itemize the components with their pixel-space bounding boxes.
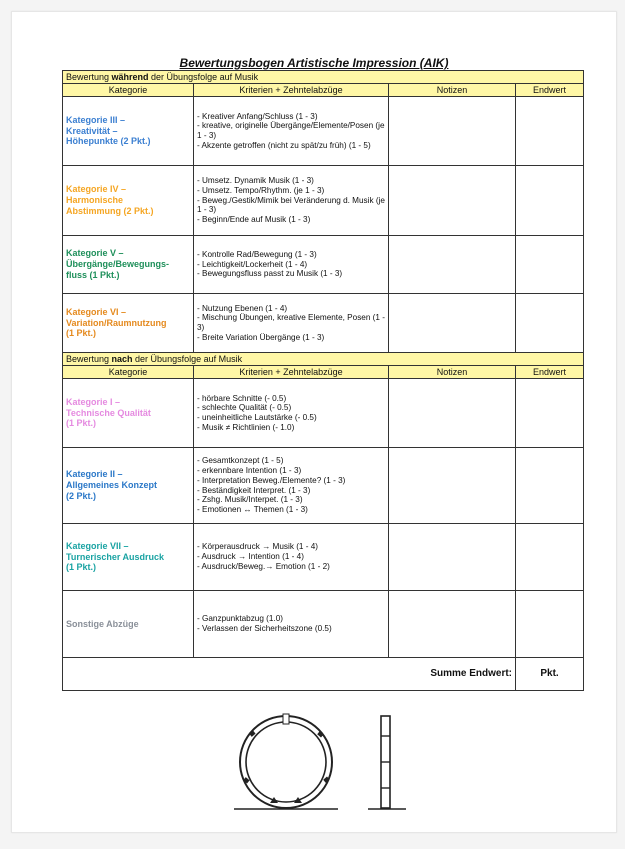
endwert-cell[interactable] xyxy=(516,524,584,591)
notes-cell[interactable] xyxy=(389,524,516,591)
column-header-kriterien: Kriterien + Zehntelabzüge xyxy=(194,84,389,97)
notes-cell[interactable] xyxy=(389,236,516,294)
summary-label: Summe Endwert: xyxy=(389,658,516,691)
criteria-cell: - Körperausdruck → Musik (1 - 4) - Ausdruck → Intention (1 - 4) - Ausdruck/Beweg.→ Emotion (1 - 2) xyxy=(194,524,389,591)
column-header-endwert: Endwert xyxy=(516,366,584,379)
column-header-row xyxy=(63,366,584,379)
section-after-prefix: Bewertung xyxy=(66,353,112,364)
notes-cell[interactable] xyxy=(389,591,516,658)
wheel-side-view-icon xyxy=(368,716,406,809)
criteria-cell: - Ganzpunktabzug (1.0) - Verlassen der Sicherheitszone (0.5) xyxy=(194,591,389,658)
criteria-cell: - Kontrolle Rad/Bewegung (1 - 3) - Leichtigkeit/Lockerheit (1 - 4) - Bewegungsfluss passt zu Musik (1 - 3) xyxy=(194,236,389,294)
endwert-cell[interactable] xyxy=(516,236,584,294)
evaluation-table xyxy=(62,70,584,691)
endwert-cell[interactable] xyxy=(516,166,584,236)
category-cell: Sonstige Abzüge xyxy=(63,591,194,658)
wheel-front-view-icon xyxy=(234,714,338,809)
column-header-endwert: Endwert xyxy=(516,84,584,97)
column-header-kategorie: Kategorie xyxy=(63,84,194,97)
column-header-notizen: Notizen xyxy=(389,366,516,379)
category-cell: Kategorie VII – Turnerischer Ausdruck (1 Pkt.) xyxy=(63,524,194,591)
category-cell: Kategorie V – Übergänge/Bewegungs- fluss (1 Pkt.) xyxy=(63,236,194,294)
column-header-kategorie: Kategorie xyxy=(63,366,194,379)
row-kategorie-iii xyxy=(63,97,584,166)
endwert-cell[interactable] xyxy=(516,448,584,524)
notes-cell[interactable] xyxy=(389,166,516,236)
criteria-cell: - hörbare Schnitte (- 0.5) - schlechte Qualität (- 0.5) - uneinheitliche Lautstärke (- 0.5) - Musik ≠ Richtlinien (- 1.0) xyxy=(194,379,389,448)
section-during-bold: während xyxy=(111,71,149,82)
category-cell: Kategorie II – Allgemeines Konzept (2 Pkt.) xyxy=(63,448,194,524)
section-after-bold: nach xyxy=(111,353,133,364)
row-kategorie-vii xyxy=(63,524,584,591)
notes-cell[interactable] xyxy=(389,294,516,353)
section-header-after xyxy=(63,353,584,366)
endwert-cell[interactable] xyxy=(516,294,584,353)
row-sonstige-abzuege xyxy=(63,591,584,658)
notes-cell[interactable] xyxy=(389,379,516,448)
row-kategorie-i xyxy=(63,379,584,448)
endwert-cell[interactable] xyxy=(516,97,584,166)
column-header-row xyxy=(63,84,584,97)
row-kategorie-iv xyxy=(63,166,584,236)
row-kategorie-v xyxy=(63,236,584,294)
endwert-cell[interactable] xyxy=(516,379,584,448)
document-page xyxy=(11,11,617,833)
category-cell: Kategorie III – Kreativität – Höhepunkte (2 Pkt.) xyxy=(63,97,194,166)
column-header-kriterien: Kriterien + Zehntelabzüge xyxy=(194,366,389,379)
document-title: Bewertungsbogen Artistische Impression (AIK) xyxy=(179,56,449,70)
summary-row xyxy=(63,658,584,691)
notes-cell[interactable] xyxy=(389,97,516,166)
section-during-suffix: der Übungsfolge auf Musik xyxy=(148,71,259,82)
endwert-cell[interactable] xyxy=(516,591,584,658)
category-cell: Kategorie VI – Variation/Raumnutzung (1 Pkt.) xyxy=(63,294,194,353)
category-cell: Kategorie IV – Harmonische Abstimmung (2 Pkt.) xyxy=(63,166,194,236)
criteria-cell: - Kreativer Anfang/Schluss (1 - 3) - kreative, originelle Übergänge/Elemente/Posen (je 1 - 3) - Akzente getroffen (nicht zu spät/zu früh) (1 - 5) xyxy=(194,97,389,166)
row-kategorie-ii xyxy=(63,448,584,524)
wheel-drawings xyxy=(12,702,616,822)
section-during-prefix: Bewertung xyxy=(66,71,112,82)
category-cell: Kategorie I – Technische Qualität (1 Pkt.) xyxy=(63,379,194,448)
criteria-cell: - Nutzung Ebenen (1 - 4) - Mischung Übungen, kreative Elemente, Posen (1 - 3) - Breite Variation Übergänge (1 - 3) xyxy=(194,294,389,353)
column-header-notizen: Notizen xyxy=(389,84,516,97)
notes-cell[interactable] xyxy=(389,448,516,524)
row-kategorie-vi xyxy=(63,294,584,353)
section-header-during xyxy=(63,71,584,84)
criteria-cell: - Umsetz. Dynamik Musik (1 - 3) - Umsetz. Tempo/Rhythm. (je 1 - 3) - Beweg./Gestik/Mimik bei Veränderung d. Musik (je 1 - 3) - Beginn/Ende auf Musik (1 - 3) xyxy=(194,166,389,236)
criteria-cell: - Gesamtkonzept (1 - 5) - erkennbare Intention (1 - 3) - Interpretation Beweg./Elemente? (1 - 3) - Beständigkeit Interpret. (1 - 3) - Zshg. Musik/Interpet. (1 - 3) - Emotionen ↔ Themen (1 - 3) xyxy=(194,448,389,524)
summary-unit[interactable]: Pkt. xyxy=(516,658,584,691)
section-after-suffix: der Übungsfolge auf Musik xyxy=(132,353,243,364)
